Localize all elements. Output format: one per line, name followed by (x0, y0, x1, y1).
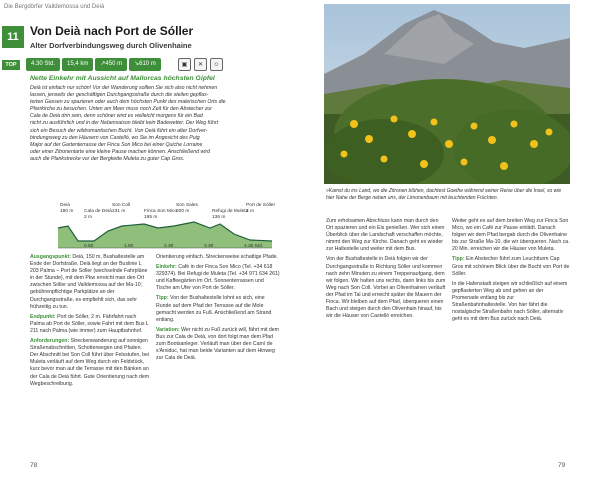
info-column-4 (452, 218, 570, 326)
paragraph-text: Streckenwanderung auf sonnigen Straßenabschnitten, Schotterwegen und Pfaden. Der Abschnitt bei Son Coll führt über Felsstufen, bei Muleta verläuft auf dem Weg durch ein Feldstück, kurz bevor man auf die Terrasse mit den Bänken an der Cala de Deià führt. Gute Orientierung nach dem Wegbeschreibung. (30, 338, 150, 387)
intro-line: nicht zu ausführlich und in der Nebensaison bleibt kein Badewetter. Der Weg führt (30, 120, 219, 127)
profile-time-label: 1.50 (124, 244, 134, 249)
paragraph (452, 218, 570, 253)
profile-place-label: Son Coll (112, 203, 131, 208)
tour-title: Von Deià nach Port de Sóller (30, 24, 194, 38)
profile-place-label: Port de Sóller (246, 203, 276, 208)
paragraph (30, 338, 150, 388)
intro-line: bindungsweg zu den Häusern von Castelló, wo Sie im Angesicht des Puig (30, 134, 200, 141)
tour-subtitle: Alter Dorfverbindungsweg durch Olivenhaine (30, 41, 192, 50)
intro-title: Nette Einkehr mit Aussicht auf Mallorcas höchsten Gipfel (30, 75, 215, 82)
paragraph-label: Tipp: (452, 256, 465, 263)
profile-elevation-label: 2 m (84, 215, 92, 220)
top-badge: TOP (2, 60, 20, 70)
paragraph-label: Endpunkt: (30, 313, 56, 320)
lemon-tree-photo (324, 4, 570, 184)
intro-line: sich ein Besuch der wildromantischen Bucht. Von Deià führt ein alter Dorfver- (30, 127, 208, 134)
elevation-profile (54, 198, 276, 250)
profile-time-label: 2.30 (164, 244, 174, 249)
paragraph (30, 254, 150, 311)
paragraph-text: Ein Abstecher führt zum Leuchtturm Cap Gros mit schönem Blick über die Bucht von Port de Sóller. (452, 256, 570, 277)
intro-line: Cala de Deià drin sein, denn schöner wird es vielleicht morgens für ein Bad (30, 113, 203, 120)
stat-ascent: ↗450 m (95, 58, 127, 71)
profile-elevation-label: 180 m (60, 209, 74, 214)
intro-line: oder einer Zitronentarte eine kleine Pause machen können. Anschließend wird (30, 148, 211, 155)
paragraph-label: Anforderungen: (30, 338, 70, 345)
paragraph-label: Einkehr: (156, 264, 177, 271)
intro-line: terten Gassen zu spazieren oder auch dem höchsten Punkt des malerischen Orts die (30, 99, 226, 106)
food-icon: ✕ (194, 58, 207, 71)
intro-line: Major auf der Gartenterrasse der Finca Son Mico bei einer Quiche Lorraine (30, 141, 203, 148)
info-column-2 (156, 254, 280, 365)
intro-line: Deià ist einfach nur schön! Vor der Wanderung sollten Sie sich also nicht nehmen (30, 85, 218, 91)
paragraph (326, 218, 446, 253)
paragraph-text: Von der Bushaltestelle lohnt es sich, eine Runde auf dem Pfad der Terrasse auf die Mole gemacht werden zu Fuß. Anschließend am Strand entlang. (156, 295, 272, 323)
profile-place-label: Cala de Deià (84, 209, 112, 214)
intro-text (30, 85, 280, 163)
paragraph (326, 256, 446, 320)
paragraph-text: Deià, 150 m, Bushaltestelle am Ende der Dorfstraße. Deià liegt an der Buslinie L 203 Palma – Port de Sóller (wechselnde Fahrpläne in der Stunde), mit dem Pkw erreicht man den Ort zwischen Sóller und Valldemossa auf der Ma-10; gebührenpflichtige Parkplätze an der Durchgangsstraße, es empfiehlt sich, das sehr frühzeitig zu tun. (30, 254, 148, 310)
profile-elevation-label: 2 m (246, 209, 254, 214)
tour-stats (26, 58, 161, 71)
paragraph-text: Port de Sóller, 2 m. Fährfahrt nach Palma ab Port de Sóller, sowie Fahrt mit dem Bus L 211 nach Palma (wie immer) zum Hauptbahnhof. (30, 313, 149, 334)
paragraph-text: Cafè in der Finca Son Mico (Tel. +34 618 329374). Bei Refugi de Muleta (Tel. +34 971 634 261) und Kaffeegärten im Ort. Sonnenterrassen und Tische am Ufer von Port de Sóller. (156, 264, 280, 292)
paragraph-label: Variation: (156, 326, 180, 333)
profile-place-label: Refugi de Muleta (212, 209, 249, 214)
family-icon: ☺ (210, 58, 223, 71)
page-number-right: 79 (558, 462, 566, 469)
page-number-left: 78 (30, 462, 38, 469)
intro-line: auch die Plankstrecke vor der Bergkette Muleta zu guter Cap Gros. (30, 155, 185, 162)
paragraph (452, 256, 570, 277)
paragraph-label: Tipp: (156, 295, 169, 302)
paragraph-text: Orientierung einfach. Streckenweise schattige Pfade. (156, 254, 278, 260)
feature-icons (178, 58, 223, 71)
paragraph-text: Wer nicht zu Fuß zurück will, fährt mit dem Bus zur Cala de Deià, von dort folgt man dem Pfad zum Bootsanleger. Verläuft man über den Camí de s'Arxiduc, hat man beide Varianten auf dem Hinweg zur Cala de Deià. (156, 326, 279, 362)
photo-caption: »Kamst du ins Land, wo die Zitronen blühen, dachtest Goethe während seiner Reise über die Insel, so wie hier Nahe der Berge neben uns, der Limonenbaum mit leuchtenden Früchten. (326, 188, 562, 201)
paragraph (156, 327, 280, 362)
profile-elevation-label: 195 m (144, 215, 158, 220)
profile-place-label: Finca Son Mico (144, 209, 178, 214)
profile-elevation-label: 200 m (176, 209, 190, 214)
paragraph (156, 264, 280, 292)
paragraph (452, 281, 570, 324)
info-column-1 (30, 254, 150, 391)
intro-line: lassen, jenseits der geschäftigen Durchgangsstraße durch die steilen gepflas- (30, 92, 209, 99)
profile-elevation-label: 136 m (212, 215, 226, 220)
profile-time-label: 4.30 Std. (244, 244, 264, 249)
info-column-3 (326, 218, 446, 323)
intro-line: Pfarrkirche zu besuchen. Unten am Meer muss noch Zeit für den Abstecher zur (30, 106, 213, 113)
profile-time-label: 3.30 (204, 244, 214, 249)
stat-duration: 4.30 Std. (26, 58, 60, 71)
paragraph-text: In die Hafenstadt steigen wir schließlich auf einem gepflasterten Weg ab und gehen an der Promenade entlang bis zur Straßenbahnhaltestelle. Von hier fährt die nostalgische Straßenbahn nach Sóller, alternativ geht es mit dem Bus zurück nach Deià. (452, 280, 568, 323)
profile-elevation-label: 231 m (112, 209, 126, 214)
tour-number-badge: 11 (2, 26, 24, 48)
paragraph (30, 314, 150, 335)
bus-icon: ▣ (178, 58, 191, 71)
paragraph-text: Weiter geht es auf dem breiten Weg zur Finca Son Mico, wo ein Café zur Pause einlädt. Danach folgen wir dem Pfad bergab durch die Olivenhaine bis zur Straße Ma-10, die wir überqueren. Nach ca. 20 Min. erreichen wir die Häuser von Muleta. (452, 218, 570, 253)
profile-place-label: Son Sales (176, 203, 198, 208)
paragraph (156, 295, 280, 323)
running-title: Die Bergdörfer Valldemossa und Deià (4, 4, 105, 10)
stat-descent: ↘610 m (129, 58, 161, 71)
paragraph-text: Von der Bushaltestelle in Deià folgen wir der Durchgangsstraße in Richtung Sóller und kommen nach zehn Minuten zu einem Treppenaufgang, dem wir folgen. Wir halten uns rechts, dann links bis zum Weg nach Son Coll. Vorbei an Olivenhainen verläuft der Pfad im Tal und erreicht später die Mauern der Finca. Wir bleiben auf dem Pfad, überqueren einen Bach und steigen durch den Olivenhain hinauf, bis wir die Häuser von Castelló erreichen. (326, 256, 446, 320)
paragraph-text: Zum erholsamen Abschluss kann man durch den Ort spazieren und ein Eis genießen. Wer sich einen Überblick über die Landschaft verschaffen möchte, nimmt den Weg zur Kirche. Danach geht es wieder zur Haltestelle und weiter mit dem Bus. (326, 218, 445, 253)
paragraph (156, 254, 280, 261)
profile-place-label: Deià (60, 203, 70, 208)
paragraph-label: Ausgangspunkt: (30, 254, 71, 260)
profile-time-label: 0.50 (84, 244, 94, 249)
stat-distance: 15,4 km (62, 58, 93, 71)
